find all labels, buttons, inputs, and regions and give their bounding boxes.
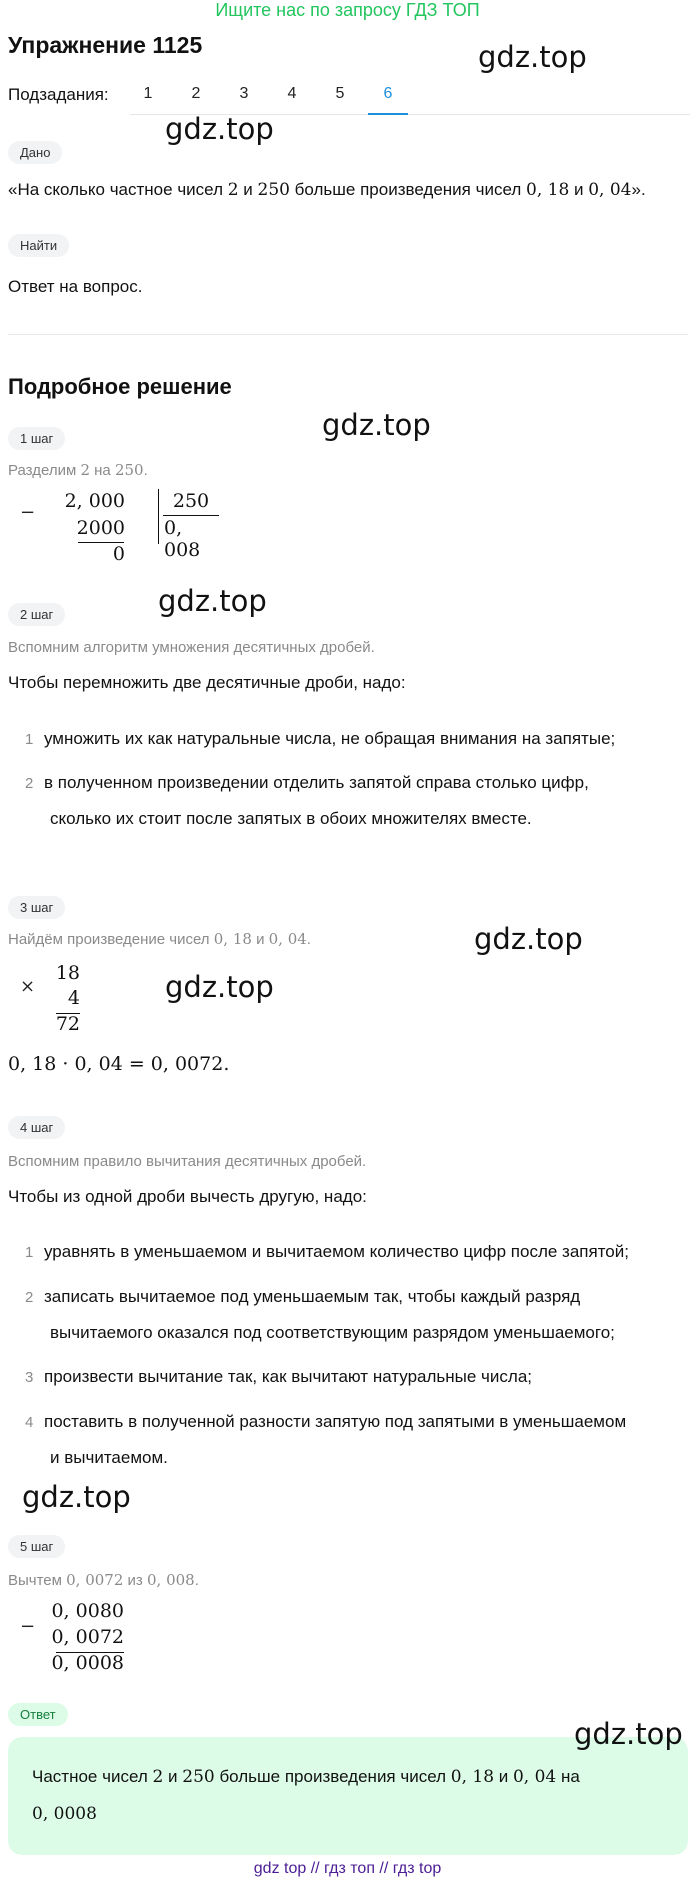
watermark: gdz.top <box>22 1480 131 1514</box>
list-item: умножить их как натуральные числа, не обращая внимания на запятые; <box>44 729 616 748</box>
division-vertical-line <box>158 489 159 544</box>
page-title: Упражнение 1125 <box>8 32 203 58</box>
watermark: gdz.top <box>474 922 583 956</box>
step-1-chip: 1 шаг <box>8 427 65 450</box>
subtasks-label: Подзадания: <box>8 85 109 104</box>
watermark: gdz.top <box>322 408 431 442</box>
list-item: поставить в полученной разности запятую под запятыми в уменьшаемом <box>44 1412 627 1431</box>
find-chip: Найти <box>8 234 69 257</box>
tab-2[interactable]: 2 <box>191 85 201 102</box>
list-item-continuation: сколько их стоит после запятых в обоих множителях вместе. <box>50 809 532 828</box>
tab-1[interactable]: 1 <box>143 85 153 102</box>
division-operator: − <box>20 502 36 523</box>
watermark: gdz.top <box>165 970 274 1004</box>
given-text: «На сколько частное чисел 2 и 250 больше произведения чисел 0, 18 и 0, 04». <box>8 180 646 200</box>
watermark: gdz.top <box>478 40 587 74</box>
step-5-description: Вычтем 0, 0072 из 0, 008. <box>8 1571 199 1589</box>
list-item-number: 1 <box>25 731 34 748</box>
dividend: 2, 000 <box>64 490 125 512</box>
find-text: Ответ на вопрос. <box>8 277 143 296</box>
list-item-number: 3 <box>25 1369 34 1386</box>
watermark: gdz.top <box>574 1717 683 1751</box>
footer-links[interactable]: gdz top // гдз топ // гдз top <box>253 1860 442 1877</box>
step-2-description: Вспомним алгоритм умножения десятичных дробей. <box>8 639 375 656</box>
quotient: 0, 008 <box>164 517 201 561</box>
list-item-number: 1 <box>25 1244 34 1261</box>
multiplication-operator: × <box>20 976 36 997</box>
list-item-number: 2 <box>25 1289 34 1306</box>
multiplicand: 18 <box>55 962 80 984</box>
step-2-intro: Чтобы перемножить две десятичные дроби, надо: <box>8 673 406 692</box>
step-4-intro: Чтобы из одной дроби вычесть другую, надо: <box>8 1187 367 1206</box>
step-2-chip: 2 шаг <box>8 603 65 626</box>
step-4-chip: 4 шаг <box>8 1116 65 1139</box>
minuend: 0, 0080 <box>51 1600 124 1622</box>
product-equation: 0, 18 · 0, 04 = 0, 0072. <box>8 1053 230 1075</box>
top-banner[interactable]: Ищите нас по запросу ГДЗ ТОП <box>215 0 480 20</box>
divisor: 250 <box>172 490 210 512</box>
step-1-description: Разделим 2 на 250. <box>8 461 148 479</box>
remainder: 0 <box>112 543 125 565</box>
tab-5[interactable]: 5 <box>335 85 345 102</box>
divider <box>8 334 688 335</box>
list-item-number: 2 <box>25 775 34 792</box>
watermark: gdz.top <box>165 112 274 146</box>
answer-value: 0, 0008 <box>32 1804 97 1824</box>
divisor-underline <box>163 515 219 516</box>
subtraction-operator: − <box>20 1616 36 1637</box>
list-item: произвести вычитание так, как вычитают натуральные числа; <box>44 1367 532 1386</box>
list-item: в полученном произведении отделить запятой справа столько цифр, <box>44 773 589 792</box>
step-3-chip: 3 шаг <box>8 896 65 919</box>
given-chip: Дано <box>8 141 62 164</box>
product: 72 <box>55 1013 80 1035</box>
answer-box <box>8 1737 688 1855</box>
step-4-description: Вспомним правило вычитания десятичных дробей. <box>8 1153 367 1170</box>
list-item: уравнять в уменьшаемом и вычитаемом количество цифр после запятой; <box>44 1242 629 1261</box>
step-5-chip: 5 шаг <box>8 1535 65 1558</box>
tab-4[interactable]: 4 <box>287 85 297 102</box>
step-3-description: Найдём произведение чисел 0, 18 и 0, 04. <box>8 930 311 948</box>
subtrahend: 2000 <box>76 517 125 539</box>
solution-title: Подробное решение <box>8 374 232 399</box>
active-tab-indicator <box>368 113 408 115</box>
answer-text: Частное чисел 2 и 250 больше произведения чисел 0, 18 и 0, 04 на <box>32 1767 580 1787</box>
answer-chip: Ответ <box>8 1703 68 1726</box>
list-item-continuation: вычитаемого оказался под соответствующим разрядом уменьшаемого; <box>50 1323 615 1342</box>
difference: 0, 0008 <box>51 1652 124 1674</box>
list-item: записать вычитаемое под уменьшаемым так, чтобы каждый разряд <box>44 1287 581 1306</box>
list-item-continuation: и вычитаемом. <box>50 1448 168 1467</box>
watermark: gdz.top <box>158 584 267 618</box>
list-item-number: 4 <box>25 1414 34 1431</box>
multiplier: 4 <box>67 987 80 1009</box>
tab-6[interactable]: 6 <box>383 85 393 102</box>
tab-3[interactable]: 3 <box>239 85 249 102</box>
subtrahend: 0, 0072 <box>51 1626 124 1648</box>
